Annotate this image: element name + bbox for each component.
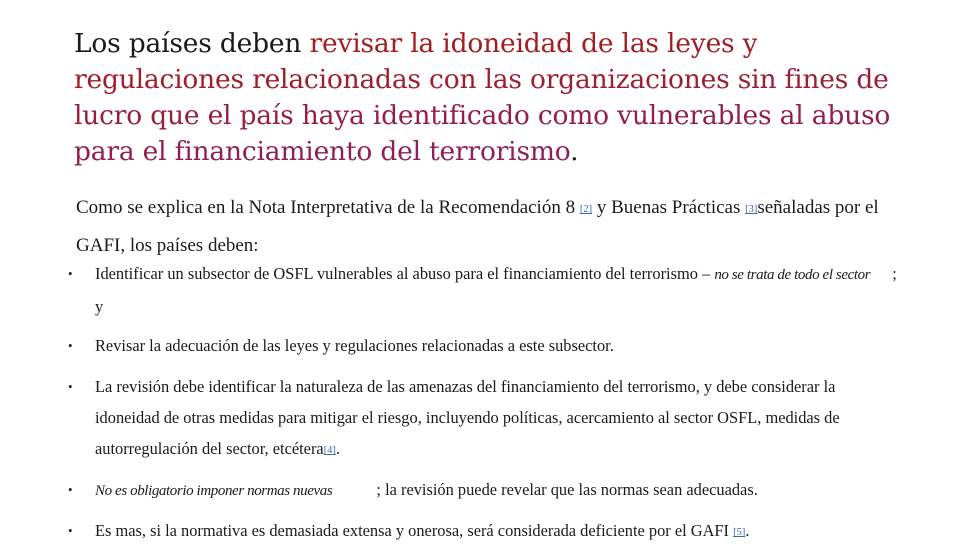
list-item <box>60 258 900 322</box>
list-item-suffix: . <box>335 439 341 458</box>
list-item-italic: No es obligatorio imponer normas nuevas <box>95 483 333 499</box>
footnote-link-2[interactable]: [2] <box>579 204 593 215</box>
intro-text-3: señaladas por el GAFI, los países deben: <box>76 197 879 256</box>
intro-paragraph <box>76 190 896 264</box>
slide-title <box>74 26 914 170</box>
list-item <box>60 474 900 507</box>
list-item-suffix: . <box>745 521 750 540</box>
intro-text-1: Como se explica en la Nota Interpretativa de la Recomendación 8 <box>76 197 580 218</box>
requirements-list <box>60 258 900 548</box>
list-item <box>60 371 900 466</box>
intro-text-2: y Buenas Prácticas <box>592 197 746 218</box>
list-item-suffix: ; la revisión puede revelar que las normas sean adecuadas. <box>372 480 758 499</box>
list-item <box>60 330 900 361</box>
title-highlight: revisar la idoneidad de las leyes y regulaciones relacionadas con las organizaciones sin fines de lucro que el país haya identificado como vulnerables al abuso para el financiamiento del terrorismo <box>74 28 891 167</box>
list-item-italic: no se trata de todo el sector <box>714 267 871 283</box>
list-item-text: La revisión debe identificar la naturaleza de las amenazas del financiamiento del terrorismo, y debe considerar la idoneidad de otras medidas para mitigar el riesgo, incluyendo políticas, acercamiento al sector OSFL, medidas de autorregulación del sector, etcétera <box>95 377 840 458</box>
list-item-text: Revisar la adecuación de las leyes y regulaciones relacionadas a este subsector. <box>95 336 614 355</box>
footnote-link-4[interactable]: [4] <box>323 445 336 456</box>
bullet-icon: • <box>68 266 73 281</box>
list-item <box>60 515 900 548</box>
list-item-suffix: ; y <box>95 264 897 316</box>
list-item-text: Identificar un subsector de OSFL vulnerables al abuso para el financiamiento del terrorismo – <box>95 264 715 283</box>
bullet-icon: • <box>68 379 73 394</box>
title-period: . <box>570 136 579 167</box>
bullet-icon: • <box>68 523 73 538</box>
bullet-icon: • <box>68 338 73 353</box>
footnote-link-3[interactable]: [3] <box>745 204 758 215</box>
title-text-lead: Los países deben <box>74 28 310 59</box>
footnote-link-5[interactable]: [5] <box>733 527 746 538</box>
bullet-icon: • <box>68 482 73 497</box>
list-item-text: Es mas, si la normativa es demasiada extensa y onerosa, será considerada deficiente por el GAFI <box>95 521 734 540</box>
